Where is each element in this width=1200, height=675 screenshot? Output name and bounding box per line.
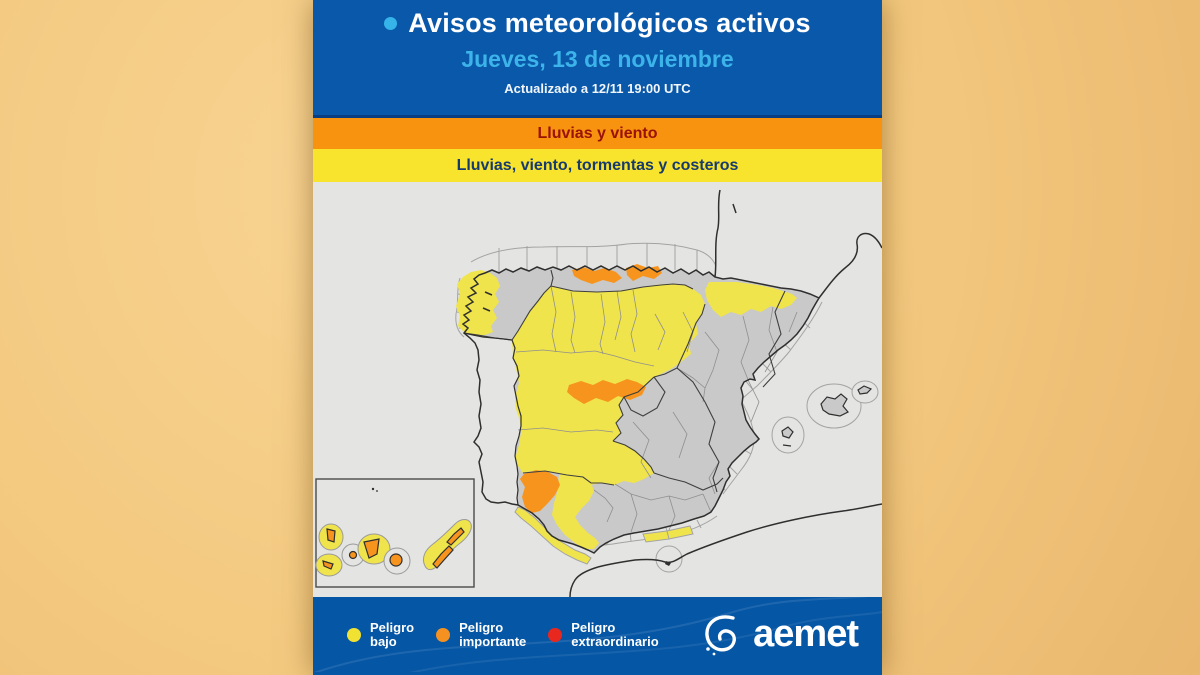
legend (347, 597, 681, 672)
gran-canaria (390, 554, 402, 566)
important-danger-dot-icon (436, 628, 450, 642)
la-palma (327, 529, 335, 542)
bullet-icon (384, 17, 397, 30)
map-svg (313, 182, 882, 597)
spain-warning-map (313, 182, 882, 597)
date-subtitle: Jueves, 13 de noviembre (461, 46, 734, 72)
low-danger-dot-icon (347, 628, 361, 642)
legend-low-line1: Peligro (370, 619, 415, 635)
legend-item-low (347, 621, 414, 649)
extraordinary-danger-dot-icon (548, 628, 562, 642)
updated-timestamp: Actualizado a 12/11 19:00 UTC (504, 81, 691, 96)
banner-important-warnings: Lluvias y viento (313, 118, 882, 149)
footer (313, 597, 882, 675)
canary-inset (316, 479, 474, 587)
legend-item-important (436, 621, 526, 649)
legend-item-extraordinary (548, 621, 658, 649)
aemet-logo (701, 597, 858, 672)
la-gomera (350, 552, 357, 559)
aemet-logo-text: aemet (753, 613, 858, 655)
legend-important-line2: importante (459, 633, 527, 649)
legend-extraordinary-line1: Peligro (571, 619, 616, 635)
banner-low-warnings: Lluvias, viento, tormentas y costeros (313, 149, 882, 182)
warning-bulletin-card (313, 0, 882, 675)
legend-low-line2: bajo (370, 633, 397, 649)
aemet-swirl-icon (701, 611, 747, 659)
header (313, 0, 882, 118)
legend-important-line1: Peligro (459, 619, 504, 635)
legend-extraordinary-line2: extraordinario (571, 633, 659, 649)
page-title: Avisos meteorológicos activos (408, 8, 811, 38)
